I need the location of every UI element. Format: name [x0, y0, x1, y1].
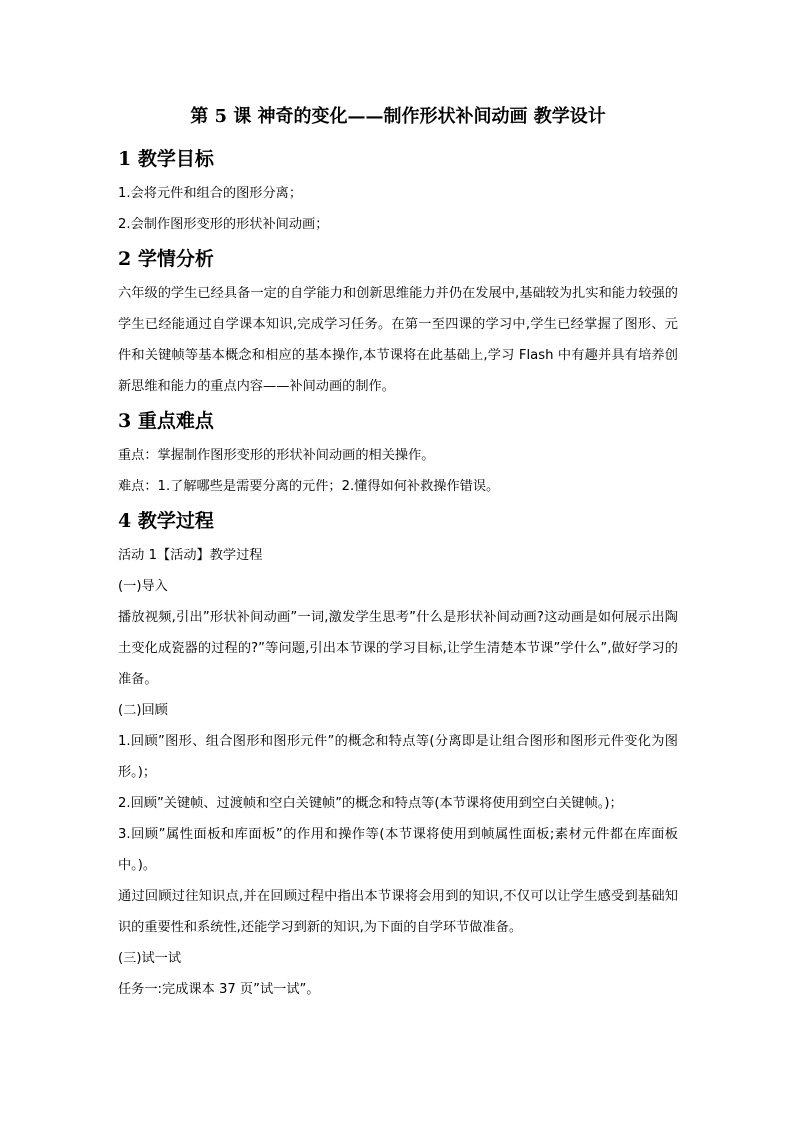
- section-heading-objectives: 1 教学目标: [118, 148, 214, 170]
- activity-label: 活动 1【活动】教学过程: [118, 548, 263, 563]
- key-point-text: 重点：掌握制作图形变形的形状补间动画的相关操作。: [118, 448, 435, 463]
- review-item-2: 2.回顾”关键帧、过渡帧和空白关键帧”的概念和特点等(本节课将使用到空白关键帧。)；: [118, 796, 623, 811]
- section-heading-analysis: 2 学情分析: [118, 248, 214, 270]
- part1-title: (一)导入: [118, 579, 168, 594]
- document-content: [118, 100, 678, 1005]
- document-title: 第 5 课 神奇的变化——制作形状补间动画 教学设计: [190, 106, 606, 127]
- objective-item-2: 2.会制作图形变形的形状补间动画；: [118, 217, 329, 232]
- objective-item-1: 1.会将元件和组合的图形分离；: [118, 186, 303, 201]
- section-heading-key-points: 3 重点难点: [118, 410, 214, 432]
- difficult-point-text: 难点：1.了解哪些是需要分离的元件；2.懂得如何补救操作错误。: [118, 479, 500, 494]
- review-item-1: 1.回顾”图形、组合图形和图形元件”的概念和特点等(分离即是让组合图形和图形元件变化为图形。)；: [118, 734, 678, 780]
- review-item-3: 3.回顾”属性面板和库面板”的作用和操作等(本节课将使用到帧属性面板;素材元件都在库面板中。)。: [118, 827, 678, 873]
- analysis-paragraph: 六年级的学生已经具备一定的自学能力和创新思维能力并仍在发展中,基础较为扎实和能力较强的学生已经能通过自学课本知识,完成学习任务。在第一至四课的学习中,学生已经掌握了图形、元件和关键帧等基本概念和相应的基本操作,本节课将在此基础上,学习 Flash 中有趣并具有培养创新思维和能力的重点内容——补间动画的制作。: [118, 286, 678, 394]
- part3-title: (三)试一试: [118, 951, 182, 966]
- section-heading-process: 4 教学过程: [118, 510, 214, 532]
- task1-text: 任务一:完成课本 37 页”试一试”。: [118, 982, 320, 997]
- part2-title: (二)回顾: [118, 703, 168, 718]
- part1-paragraph: 播放视频,引出”形状补间动画”一词,激发学生思考”什么是形状补间动画?这动画是如何展示出陶土变化成瓷器的过程的?”等问题,引出本节课的学习目标,让学生清楚本节课”学什么”,做好学习的准备。: [118, 610, 678, 687]
- review-summary-paragraph: 通过回顾过往知识点,并在回顾过程中指出本节课将会用到的知识,不仅可以让学生感受到基础知识的重要性和系统性,还能学习到新的知识,为下面的自学环节做准备。: [118, 889, 678, 935]
